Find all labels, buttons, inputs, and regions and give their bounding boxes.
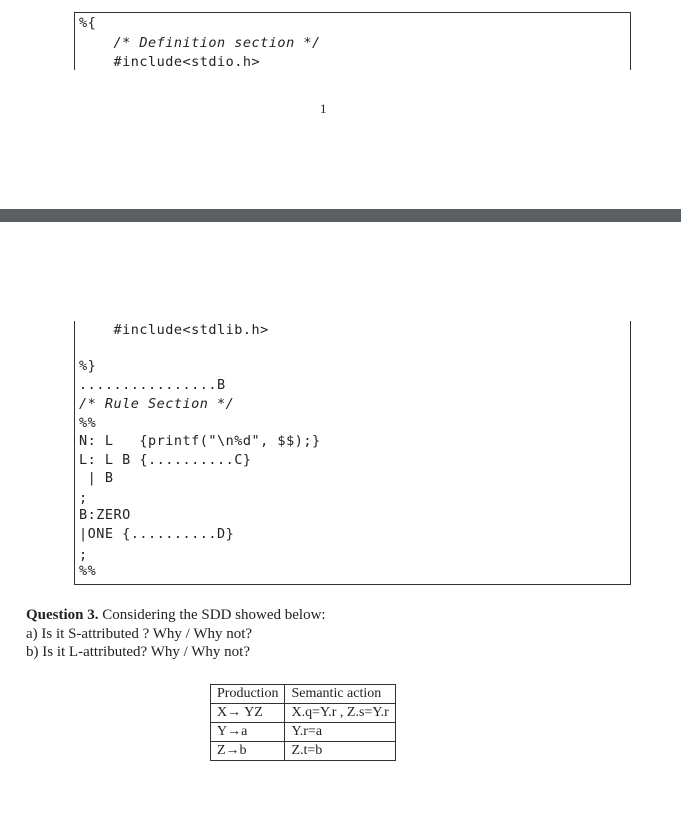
question-part-a: a) Is it S-attributed ? Why / Why not? — [26, 625, 253, 642]
semantic-action-cell: Z.t=b — [285, 742, 395, 761]
code-line: L: L B {..........C} — [79, 452, 252, 468]
question-heading: Question 3. — [26, 607, 99, 623]
production-cell: Y→a — [211, 723, 285, 742]
code-line: /* Rule Section */ — [79, 396, 235, 412]
semantic-action-cell: X.q=Y.r , Z.s=Y.r — [285, 704, 395, 723]
code-line: B:ZERO — [79, 507, 131, 523]
code-line: %% — [79, 563, 97, 579]
page-divider — [0, 209, 681, 222]
code-line: %} — [79, 358, 97, 374]
production-cell: X→ YZ — [211, 704, 285, 723]
code-line: ; — [79, 490, 88, 506]
code-line: #include<stdio.h> — [79, 54, 261, 70]
question-part-b: b) Is it L-attributed? Why / Why not? — [26, 644, 250, 660]
table-header-row — [211, 685, 396, 704]
table-row — [211, 723, 396, 742]
page-number: 1 — [320, 101, 327, 116]
semantic-action-cell: Y.r=a — [285, 723, 395, 742]
sdd-table — [210, 684, 396, 761]
code-line: N: L {printf("\n%d", $$);} — [79, 433, 321, 449]
table-row — [211, 704, 396, 723]
code-line: %{ — [79, 15, 97, 31]
question-block — [26, 606, 326, 662]
code-line: %% — [79, 415, 97, 431]
table-row — [211, 742, 396, 761]
code-box-top — [74, 12, 631, 70]
production-cell: Z→b — [211, 742, 285, 761]
code-box-bottom — [74, 321, 631, 585]
code-line: ; — [79, 547, 88, 563]
code-line: /* Definition section */ — [79, 35, 321, 51]
question-intro: Considering the SDD showed below: — [102, 607, 326, 623]
code-line: #include<stdlib.h> — [79, 322, 269, 338]
column-header-production: Production — [211, 685, 285, 704]
question-line — [26, 606, 326, 625]
code-line: ................B — [79, 377, 226, 393]
code-line: |ONE {..........D} — [79, 526, 235, 542]
column-header-semantic-action: Semantic action — [285, 685, 395, 704]
code-line: | B — [79, 470, 114, 486]
